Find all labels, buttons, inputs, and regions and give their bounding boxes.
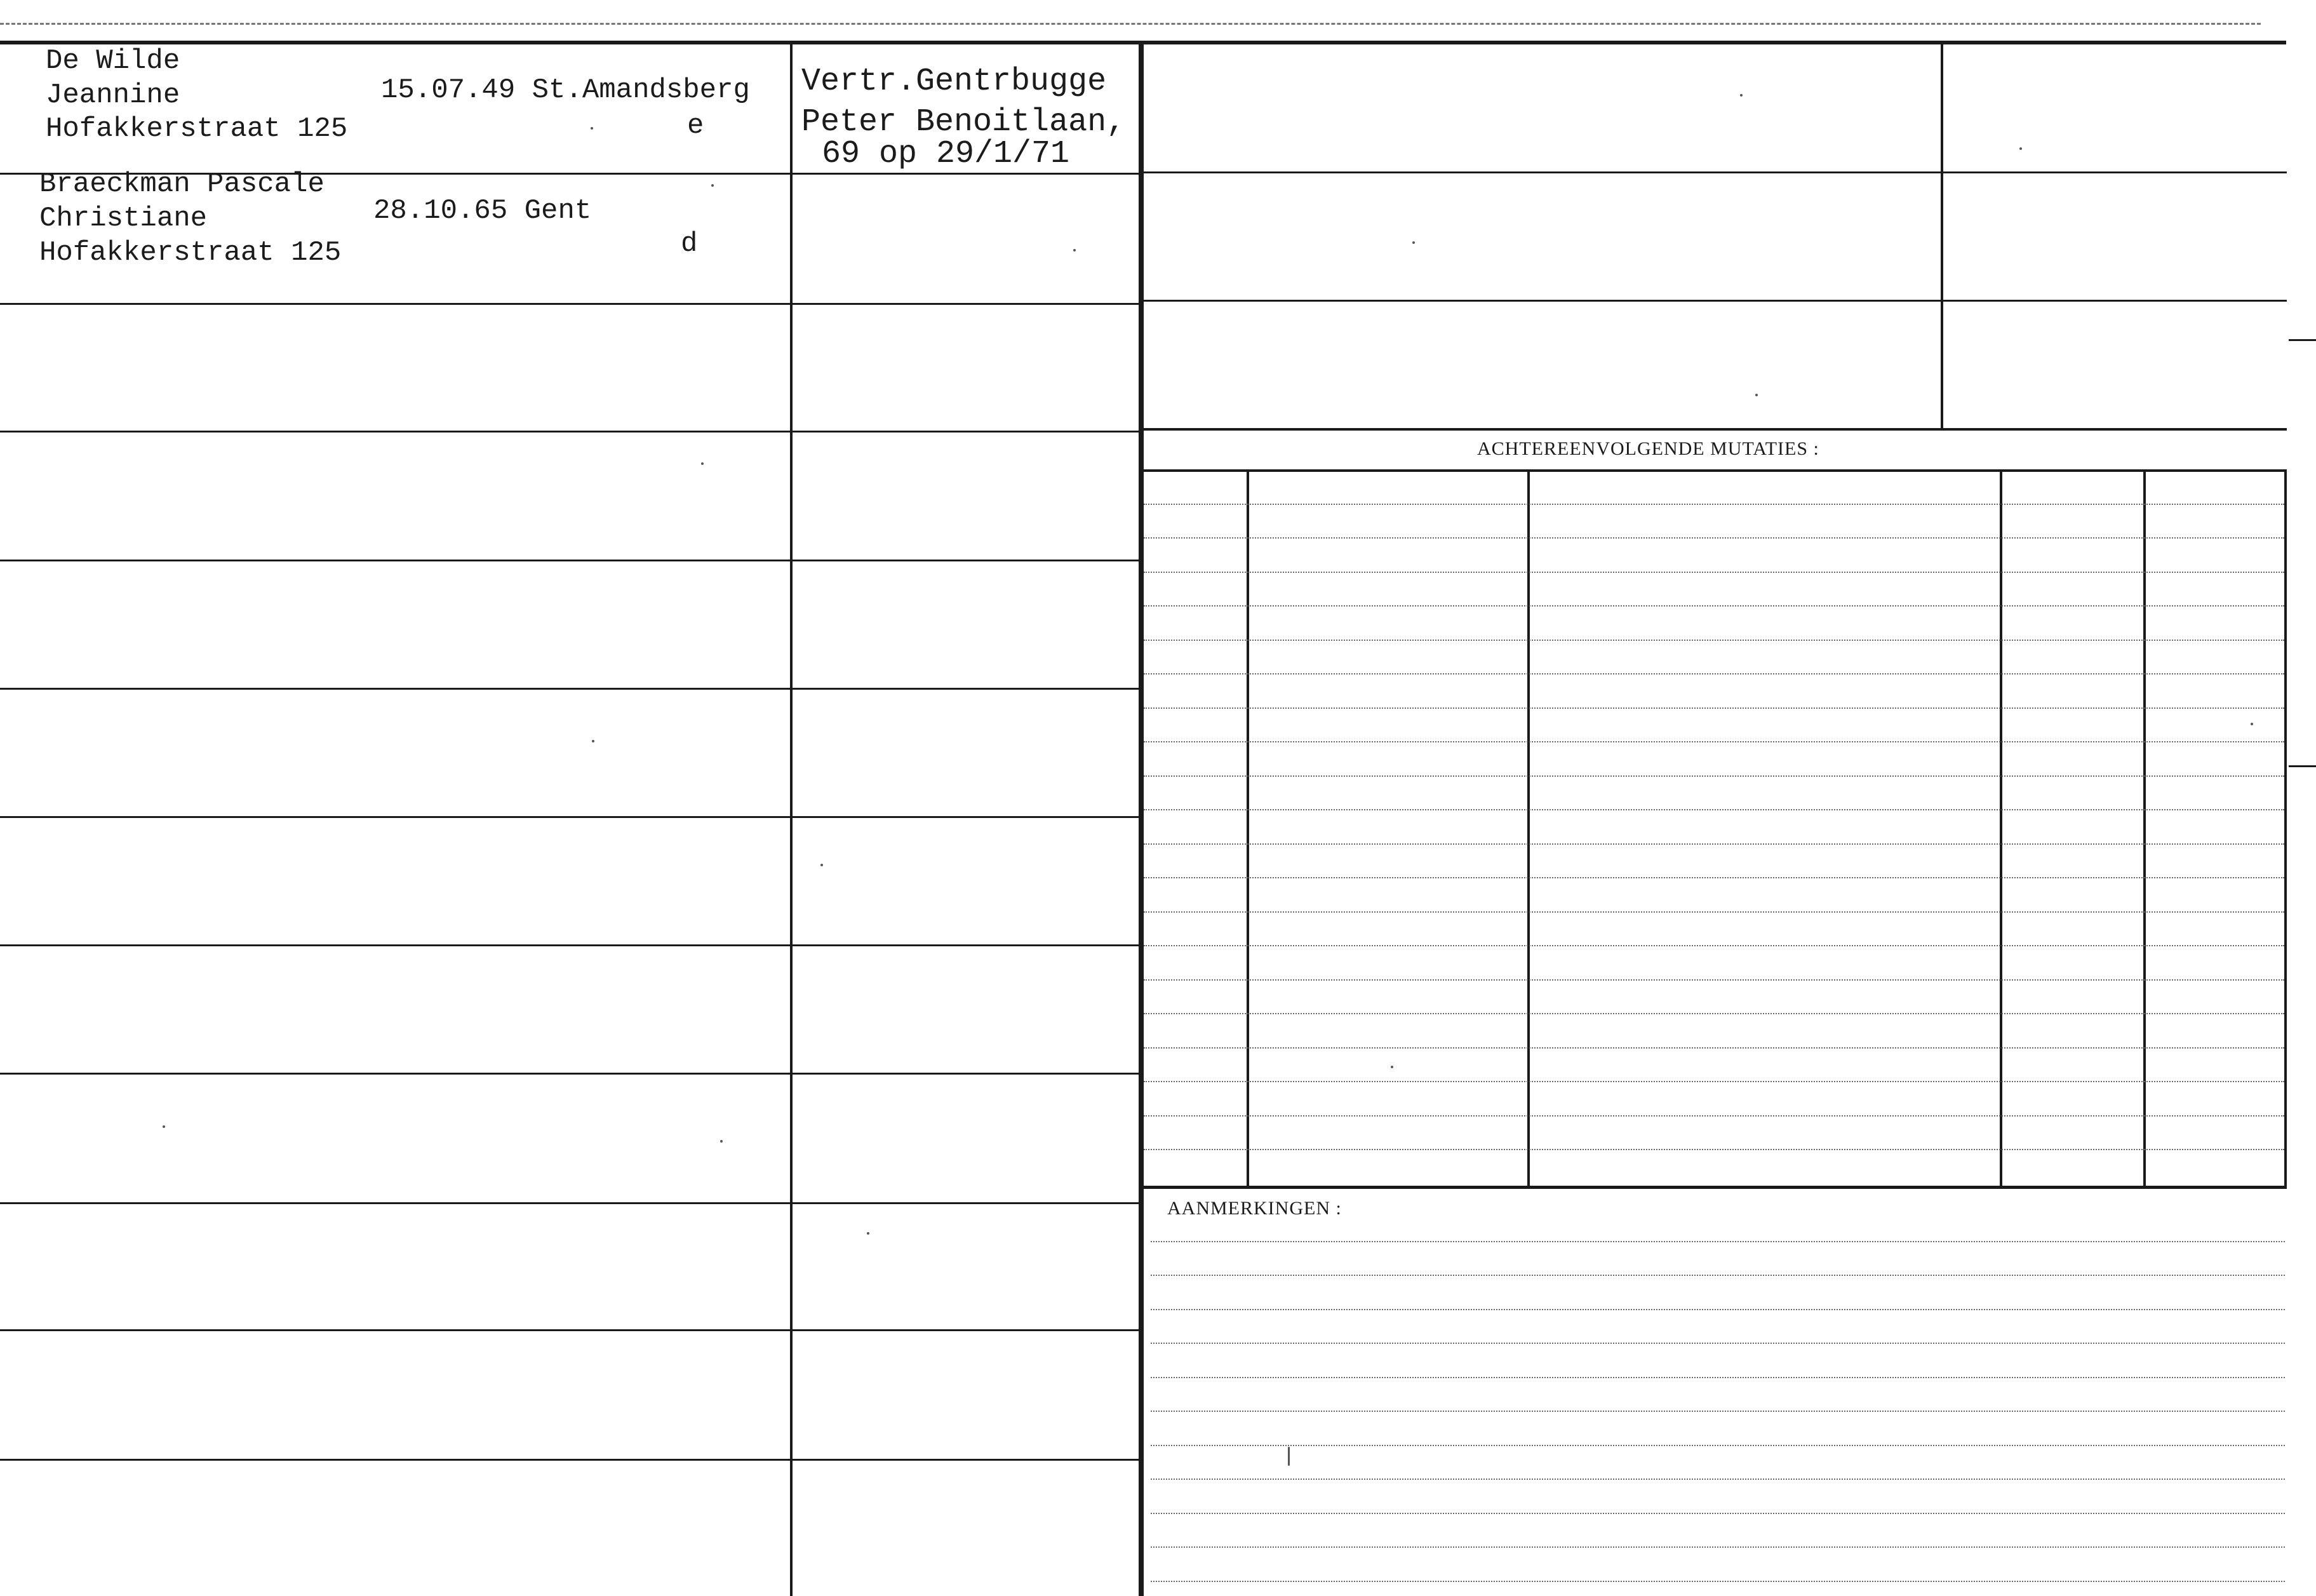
scan-speck xyxy=(163,1125,165,1128)
entry-2-address: Hofakkerstraat 125 xyxy=(39,237,342,269)
mutations-ruled-line xyxy=(1144,673,2284,674)
scan-speck xyxy=(1391,1066,1393,1068)
mutations-ruled-line xyxy=(1144,605,2284,607)
remarks-ruled-line xyxy=(1151,1445,2285,1446)
row-line xyxy=(0,688,1141,690)
scan-speck xyxy=(1412,241,1415,244)
remarks-ruled-line xyxy=(1151,1479,2285,1480)
mutations-rows xyxy=(1144,469,2284,1186)
entry-1-birth: 15.07.49 St.Amandsberg xyxy=(381,74,750,106)
mutations-ruled-line xyxy=(1144,945,2284,946)
mutations-table-right xyxy=(2284,469,2287,1189)
scan-speck xyxy=(1288,1447,1290,1466)
scan-speck xyxy=(592,740,594,742)
scan-speck xyxy=(1755,394,1758,396)
entry-1-remark-line-2: Peter Benoitlaan, xyxy=(801,104,1126,140)
entry-1-address: Hofakkerstraat 125 xyxy=(46,113,348,145)
remarks-ruled-line xyxy=(1151,1343,2285,1344)
mutations-ruled-line xyxy=(1144,1149,2284,1150)
row-line xyxy=(0,1459,1141,1461)
entry-1-surname: De Wilde xyxy=(46,45,180,77)
row-line xyxy=(0,431,1141,433)
row-line xyxy=(0,560,1141,561)
mutations-table-bottom xyxy=(1144,1186,2287,1189)
entry-2-firstname: Christiane xyxy=(39,203,208,234)
row-line xyxy=(0,944,1141,946)
right-row-line xyxy=(1144,300,2287,302)
mutations-ruled-line xyxy=(1144,979,2284,981)
column-divider-left xyxy=(790,43,793,1596)
right-row-line xyxy=(1144,171,2287,173)
remarks-ruled-line xyxy=(1151,1275,2285,1276)
scan-speck xyxy=(720,1140,723,1143)
entry-2-surname: Braeckman Pascale xyxy=(39,168,325,200)
remarks-ruled-line xyxy=(1151,1241,2285,1242)
mutations-ruled-line xyxy=(1144,911,2284,913)
mutations-ruled-line xyxy=(1144,572,2284,573)
entry-1-code: e xyxy=(687,110,704,142)
mutations-ruled-line xyxy=(1144,504,2284,505)
remarks-ruled-line xyxy=(1151,1309,2285,1310)
scan-speck xyxy=(2251,723,2253,725)
right-edge-tick xyxy=(2289,339,2316,341)
mutations-ruled-line xyxy=(1144,537,2284,539)
scan-speck xyxy=(867,1232,869,1235)
mutations-table xyxy=(1144,469,2287,1190)
right-edge-tick xyxy=(2289,765,2316,767)
scan-speck xyxy=(1073,249,1076,251)
mutations-ruled-line xyxy=(1144,1081,2284,1082)
remarks-title: AANMERKINGEN : xyxy=(1167,1198,1342,1219)
remarks-lines xyxy=(1151,1207,2287,1596)
mutations-ruled-line xyxy=(1144,843,2284,845)
remarks-ruled-line xyxy=(1151,1411,2285,1412)
right-row-line xyxy=(1144,428,2287,431)
mutations-ruled-line xyxy=(1144,877,2284,878)
row-line xyxy=(0,1073,1141,1075)
right-top-divider xyxy=(1941,43,1943,428)
entry-1-firstname: Jeannine xyxy=(46,79,180,111)
row-line xyxy=(0,1329,1141,1331)
scan-speck xyxy=(711,184,714,187)
column-divider-main xyxy=(1139,43,1144,1596)
entry-1-remark-line-1: Vertr.Gentrbugge xyxy=(801,64,1107,100)
scan-speck xyxy=(1740,94,1743,97)
remarks-ruled-line xyxy=(1151,1377,2285,1378)
row-line xyxy=(0,816,1141,818)
scan-speck xyxy=(2019,147,2022,150)
mutations-ruled-line xyxy=(1144,707,2284,709)
header-dotted-edge xyxy=(0,23,2261,25)
scan-speck xyxy=(820,864,823,866)
scan-speck xyxy=(591,127,593,130)
mutations-ruled-line xyxy=(1144,741,2284,742)
scan-speck xyxy=(701,462,704,465)
mutations-title: ACHTEREENVOLGENDE MUTATIES : xyxy=(1477,438,1819,459)
row-line xyxy=(0,1202,1141,1204)
mutations-ruled-line xyxy=(1144,1047,2284,1049)
mutations-ruled-line xyxy=(1144,1115,2284,1117)
mutations-ruled-line xyxy=(1144,1013,2284,1014)
entry-2-code: d xyxy=(681,228,698,260)
remarks-ruled-line xyxy=(1151,1513,2285,1514)
entry-1-remark-line-3: 69 op 29/1/71 xyxy=(822,136,1070,172)
remarks-ruled-line xyxy=(1151,1581,2285,1582)
mutations-ruled-line xyxy=(1144,640,2284,641)
row-line xyxy=(0,303,1141,305)
entry-2-birth: 28.10.65 Gent xyxy=(373,195,592,227)
remarks-ruled-line xyxy=(1151,1546,2285,1548)
mutations-ruled-line xyxy=(1144,775,2284,777)
mutations-ruled-line xyxy=(1144,809,2284,810)
